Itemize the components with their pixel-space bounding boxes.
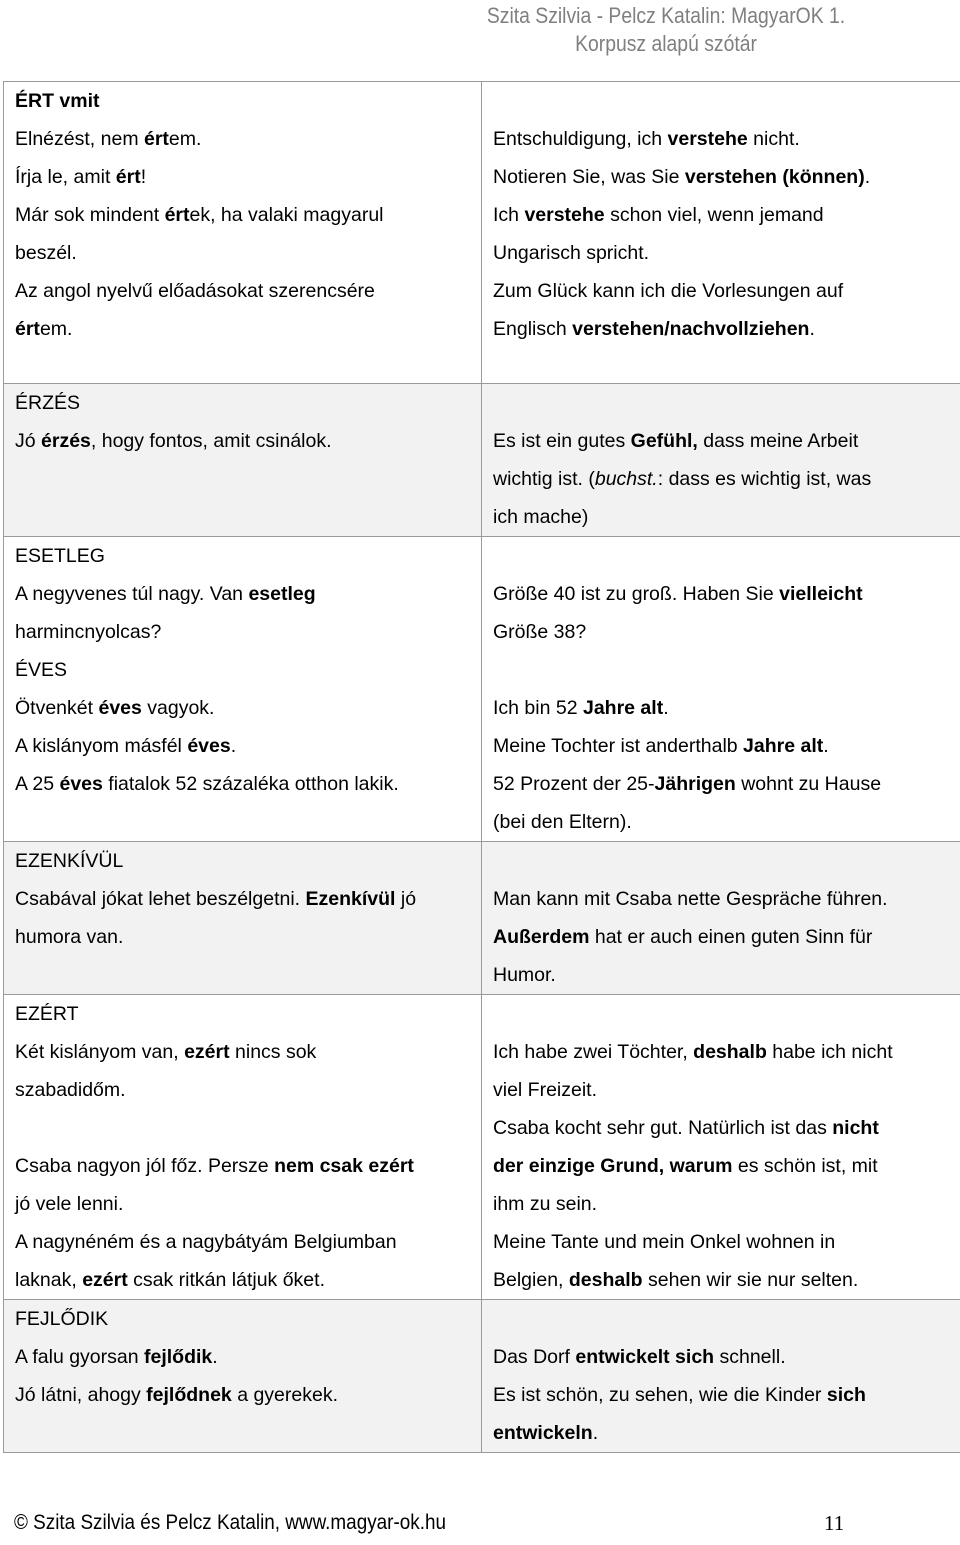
text: : dass es wichtig ist, was (658, 468, 872, 490)
hungarian-cell (4, 537, 482, 842)
bold-text: éves (187, 735, 230, 757)
german-cell (482, 384, 960, 537)
text: viel Freizeit. (493, 1079, 597, 1101)
text: Írja le, amit (15, 166, 116, 188)
text: humora van. (15, 926, 123, 948)
hungarian-line (15, 196, 481, 234)
german-line (493, 1147, 960, 1185)
hungarian-line (15, 575, 481, 613)
text: EZENKÍVÜL (15, 850, 123, 872)
text: Jó (15, 430, 41, 452)
text: A negyvenes túl nagy. Van (15, 583, 248, 605)
text: Humor. (493, 964, 556, 986)
text: jó (395, 888, 416, 910)
german-cell (482, 1300, 960, 1453)
text: em. (169, 128, 202, 150)
bold-text: ÉRT vmit (15, 90, 100, 112)
text: A kislányom másfél (15, 735, 187, 757)
dictionary-body (4, 82, 960, 1453)
german-blank-line (493, 82, 960, 120)
bold-text: verstehen (können) (685, 166, 865, 188)
german-line (493, 310, 960, 348)
german-line (493, 880, 960, 918)
german-line (493, 1109, 960, 1147)
hungarian-line (15, 537, 481, 575)
entry-row (4, 1300, 960, 1453)
text: laknak, (15, 1269, 82, 1291)
text: Elnézést, nem (15, 128, 144, 150)
text: Csabával jókat lehet beszélgetni. (15, 888, 306, 910)
text: schnell. (714, 1346, 786, 1368)
hungarian-line (15, 1185, 481, 1223)
bold-text: fejlődik (144, 1346, 212, 1368)
text: Ich (493, 204, 524, 226)
bold-text: éves (98, 697, 141, 719)
text: Ich habe zwei Töchter, (493, 1041, 693, 1063)
text: Das Dorf (493, 1346, 575, 1368)
text: Ich bin 52 (493, 697, 583, 719)
bold-text: entwickeln (493, 1422, 593, 1444)
text: Notieren Sie, was Sie (493, 166, 685, 188)
text: . (663, 697, 668, 719)
text: Már sok mindent (15, 204, 165, 226)
text: Jó látni, ahogy (15, 1384, 146, 1406)
german-line (493, 1185, 960, 1223)
text: Ungarisch spricht. (493, 242, 649, 264)
german-line (493, 460, 960, 498)
text: wohnt zu Hause (736, 773, 881, 795)
hungarian-line (15, 727, 481, 765)
text: Größe 40 ist zu groß. Haben Sie (493, 583, 779, 605)
bold-text: sich (827, 1384, 866, 1406)
hungarian-cell (4, 995, 482, 1300)
german-line (493, 272, 960, 310)
text: wichtig ist. ( (493, 468, 595, 490)
text: harmincnyolcas? (15, 621, 161, 643)
hungarian-line (15, 1261, 481, 1299)
hungarian-line (15, 120, 481, 158)
bold-text: der einzige Grund, warum (493, 1155, 732, 1177)
text: . (809, 318, 814, 340)
german-line (493, 575, 960, 613)
bold-text: verstehe (524, 204, 604, 226)
text: Csaba kocht sehr gut. Natürlich ist das (493, 1117, 832, 1139)
german-blank-line (493, 537, 960, 575)
german-line (493, 689, 960, 727)
bold-text: verstehe (668, 128, 748, 150)
text: ihm zu sein. (493, 1193, 597, 1215)
bold-text: Ezenkívül (306, 888, 396, 910)
text: Entschuldigung, ich (493, 128, 668, 150)
german-line (493, 1261, 960, 1299)
hungarian-blank-line (15, 1109, 481, 1147)
entry-row (4, 537, 960, 842)
german-line (493, 120, 960, 158)
german-line (493, 234, 960, 272)
text: em. (40, 318, 73, 340)
text: ESETLEG (15, 545, 105, 567)
hungarian-line (15, 1223, 481, 1261)
german-blank-line (493, 995, 960, 1033)
entry-row (4, 384, 960, 537)
text: . (212, 1346, 217, 1368)
hungarian-line (15, 1147, 481, 1185)
text: dass meine Arbeit (698, 430, 858, 452)
hungarian-cell (4, 384, 482, 537)
german-line (493, 1033, 960, 1071)
text: hat er auch einen guten Sinn für (589, 926, 872, 948)
hungarian-cell (4, 842, 482, 995)
text: Az angol nyelvű előadásokat szerencsére (15, 280, 375, 302)
german-blank-line (493, 1300, 960, 1338)
german-line (493, 1071, 960, 1109)
german-cell (482, 82, 960, 384)
bold-text: ezért (82, 1269, 128, 1291)
text: Es ist schön, zu sehen, wie die Kinder (493, 1384, 827, 1406)
entry-row (4, 995, 960, 1300)
text: . (865, 166, 870, 188)
german-line (493, 1338, 960, 1376)
german-cell (482, 995, 960, 1300)
german-line (493, 1223, 960, 1261)
bold-text: ért (144, 128, 169, 150)
bold-text: esetleg (248, 583, 315, 605)
hungarian-line (15, 1338, 481, 1376)
hungarian-line (15, 765, 481, 803)
bold-text: ért (165, 204, 190, 226)
text: , hogy fontos, amit csinálok. (91, 430, 332, 452)
german-blank-line (493, 384, 960, 422)
bold-text: vielleicht (779, 583, 862, 605)
bold-text: Jahre alt (583, 697, 663, 719)
text: ich mache) (493, 506, 588, 528)
bold-text: nicht (832, 1117, 879, 1139)
text: Csaba nagyon jól főz. Persze (15, 1155, 274, 1177)
text: A 25 (15, 773, 59, 795)
german-line (493, 422, 960, 460)
entry-row (4, 82, 960, 384)
bold-text: deshalb (569, 1269, 643, 1291)
italic-text: buchst. (595, 468, 658, 490)
german-cell (482, 842, 960, 995)
entry-row (4, 842, 960, 995)
bold-text: ezért (184, 1041, 230, 1063)
hungarian-line (15, 234, 481, 272)
text: schon viel, wenn jemand (605, 204, 824, 226)
text: habe ich nicht (767, 1041, 893, 1063)
text: . (593, 1422, 598, 1444)
hungarian-cell (4, 82, 482, 384)
page-number: 11 (824, 1511, 844, 1536)
bold-text: ért (15, 318, 40, 340)
text: A falu gyorsan (15, 1346, 144, 1368)
german-blank-line (493, 651, 960, 689)
hungarian-line (15, 82, 481, 120)
german-line (493, 918, 960, 956)
text: A nagynéném és a nagybátyám Belgiumban (15, 1231, 397, 1253)
text: (bei den Eltern). (493, 811, 632, 833)
text: Két kislányom van, (15, 1041, 184, 1063)
bold-text: fejlődnek (146, 1384, 232, 1406)
dictionary-table (3, 81, 960, 1453)
text: beszél. (15, 242, 77, 264)
text: es schön ist, mit (732, 1155, 877, 1177)
bold-text: deshalb (693, 1041, 767, 1063)
hungarian-line (15, 1033, 481, 1071)
copyright-notice: © Szita Szilvia és Pelcz Katalin, www.magyar-ok.hu (14, 1511, 446, 1535)
hungarian-line (15, 1300, 481, 1338)
header-subtitle: Korpusz alapú szótár (487, 30, 845, 58)
hungarian-line (15, 613, 481, 651)
german-line (493, 613, 960, 651)
text: Größe 38? (493, 621, 586, 643)
bold-text: entwickelt sich (575, 1346, 714, 1368)
text: Meine Tochter ist anderthalb (493, 735, 743, 757)
text: EZÉRT (15, 1003, 79, 1025)
hungarian-line (15, 651, 481, 689)
hungarian-line (15, 310, 481, 348)
hungarian-line (15, 880, 481, 918)
german-line (493, 765, 960, 803)
text: . (823, 735, 828, 757)
text: . (231, 735, 236, 757)
bold-text: nem csak ezért (274, 1155, 414, 1177)
text: FEJLŐDIK (15, 1308, 108, 1330)
text: a gyerekek. (232, 1384, 338, 1406)
text: nincs sok (230, 1041, 317, 1063)
hungarian-line (15, 995, 481, 1033)
text: Meine Tante und mein Onkel wohnen in (493, 1231, 835, 1253)
hungarian-line (15, 689, 481, 727)
hungarian-line (15, 1071, 481, 1109)
hungarian-line (15, 842, 481, 880)
hungarian-cell (4, 1300, 482, 1453)
bold-text: ért (116, 166, 141, 188)
german-line (493, 1376, 960, 1414)
bold-text: érzés (41, 430, 91, 452)
bold-text: verstehen/nachvollziehen (572, 318, 809, 340)
text: ek, ha valaki magyarul (190, 204, 384, 226)
text: szabadidőm. (15, 1079, 126, 1101)
german-cell (482, 537, 960, 842)
text: Es ist ein gutes (493, 430, 631, 452)
text: sehen wir sie nur selten. (643, 1269, 859, 1291)
german-line (493, 956, 960, 994)
german-line (493, 158, 960, 196)
text: fiatalok 52 százaléka otthon lakik. (103, 773, 399, 795)
text: Zum Glück kann ich die Vorlesungen auf (493, 280, 843, 302)
hungarian-line (15, 918, 481, 956)
german-line (493, 727, 960, 765)
text: Ötvenkét (15, 697, 98, 719)
hungarian-line (15, 384, 481, 422)
header-title: Szita Szilvia - Pelcz Katalin: MagyarOK 1. (487, 2, 845, 30)
text: nicht. (748, 128, 800, 150)
text: 52 Prozent der 25- (493, 773, 655, 795)
german-line (493, 1414, 960, 1452)
hungarian-line (15, 422, 481, 460)
text: Man kann mit Csaba nette Gespräche führen. (493, 888, 888, 910)
hungarian-line (15, 158, 481, 196)
text: ÉVES (15, 659, 67, 681)
text: csak ritkán látjuk őket. (128, 1269, 325, 1291)
bold-text: Gefühl, (631, 430, 698, 452)
german-line (493, 498, 960, 536)
text: jó vele lenni. (15, 1193, 123, 1215)
text: Englisch (493, 318, 572, 340)
text: ! (141, 166, 146, 188)
text: Belgien, (493, 1269, 569, 1291)
bold-text: Jahre alt (743, 735, 823, 757)
german-blank-line (493, 842, 960, 880)
bold-text: éves (59, 773, 102, 795)
text: ÉRZÉS (15, 392, 80, 414)
bold-text: Jährigen (655, 773, 736, 795)
german-line (493, 803, 960, 841)
hungarian-line (15, 1376, 481, 1414)
page-header (487, 2, 845, 58)
bold-text: Außerdem (493, 926, 589, 948)
german-line (493, 196, 960, 234)
text: vagyok. (142, 697, 215, 719)
hungarian-line (15, 272, 481, 310)
